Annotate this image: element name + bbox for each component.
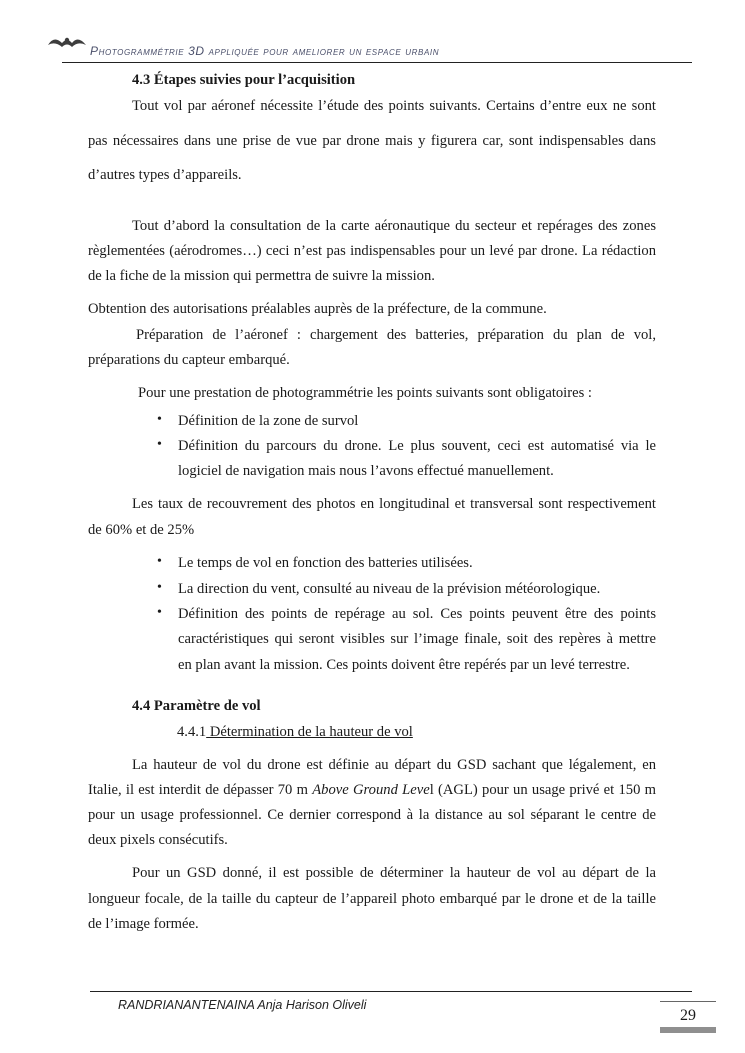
list-item-line: La direction du vent, consulté au niveau de la prévision météorologique.: [178, 581, 601, 597]
list-item-line: logiciel de navigation mais nous l’avons effectué manuellement.: [178, 463, 554, 479]
paragraph-line: Pour un GSD donné, il est possible de déterminer la hauteur de vol au départ de la: [132, 865, 656, 881]
list-item-line: Définition de la zone de survol: [178, 413, 359, 429]
page-number-rule: [660, 1001, 716, 1002]
list-item-line: en plan avant la mission. Ces points doivent être repérés par un levé terrestre.: [178, 657, 630, 673]
paragraph-line: pour un usage professionnel. Ce dernier correspond à la distance au sol séparant le centre de: [88, 807, 656, 823]
list-item-line: Le temps de vol en fonction des batteries utilisées.: [178, 555, 473, 571]
paragraph-line: [88, 781, 656, 799]
bullet-marker: •: [157, 412, 162, 427]
section-heading-4-4: 4.4 Paramètre de vol: [132, 698, 261, 714]
subsection-number: 4.4.1: [177, 724, 207, 740]
text-run: l (AGL) pour un usage privé et 150 m: [429, 782, 656, 798]
list-item-line: Définition du parcours du drone. Le plus souvent, ceci est automatisé via le: [178, 438, 656, 454]
footer-author: RANDRIANANTENAINA Anja Harison Oliveli: [118, 998, 367, 1012]
paragraph-line: règlementées (aérodromes…) ceci n’est pas indispensables pour un levé par drone. La rédaction: [88, 243, 656, 259]
text-run: Italie, il est interdit de dépasser 70 m: [88, 782, 313, 798]
paragraph-line: Obtention des autorisations préalables auprès de la préfecture, de la commune.: [88, 301, 547, 317]
paragraph-line: Les taux de recouvrement des photos en longitudinal et transversal sont respectivement: [132, 496, 656, 512]
paragraph-line: Tout d’abord la consultation de la carte aéronautique du secteur et repérages des zones: [132, 218, 656, 234]
paragraph-line: de 60% et de 25%: [88, 522, 195, 538]
subsection-title: Détermination de la hauteur de vol: [206, 724, 413, 740]
paragraph-line: de l’image formée.: [88, 916, 199, 932]
page-number: 29: [680, 1007, 696, 1024]
paragraph-line: Tout vol par aéronef nécessite l’étude des points suivants. Certains d’entre eux ne sont: [132, 98, 656, 114]
bullet-marker: •: [157, 554, 162, 569]
header-logo: [46, 33, 88, 51]
bullet-marker: •: [157, 580, 162, 595]
footer-divider: [90, 991, 692, 992]
page-number-box: [660, 1001, 716, 1031]
subsection-heading-4-4-1: [177, 723, 413, 741]
paragraph-line: pas nécessaires dans une prise de vue par drone mais y figurera car, sont indispensables dans: [88, 133, 656, 149]
list-item-line: Définition des points de repérage au sol. Ces points peuvent être des points: [178, 606, 656, 622]
paragraph-line: d’autres types d’appareils.: [88, 167, 242, 183]
paragraph-line: La hauteur de vol du drone est définie au départ du GSD sachant que légalement, en: [132, 757, 656, 773]
page-number-bar: [660, 1027, 716, 1033]
bullet-marker: •: [157, 605, 162, 620]
section-heading-4-3: 4.3 Étapes suivies pour l’acquisition: [132, 72, 356, 88]
paragraph-line: de la fiche de la mission qui permettra de suivre la mission.: [88, 268, 435, 284]
italic-term: Above Ground Leve: [312, 782, 430, 798]
paragraph-line: deux pixels consécutifs.: [88, 832, 228, 848]
paragraph-line: Préparation de l’aéronef : chargement des batteries, préparation du plan de vol,: [136, 327, 656, 343]
paragraph-line: Pour une prestation de photogrammétrie les points suivants sont obligatoires :: [138, 385, 592, 401]
bullet-marker: •: [157, 437, 162, 452]
paragraph-line: préparations du capteur embarqué.: [88, 352, 290, 368]
running-header-title: Photogrammétrie 3D appliquée pour ameliorer un espace urbain: [90, 44, 440, 58]
header-divider: [62, 62, 692, 63]
list-item-line: caractéristiques qui seront visibles sur l’image finale, soit des repères à mettre: [178, 631, 656, 647]
paragraph-line: longueur focale, de la taille du capteur de l’appareil photo embarqué par le drone et de la taille: [88, 891, 656, 907]
